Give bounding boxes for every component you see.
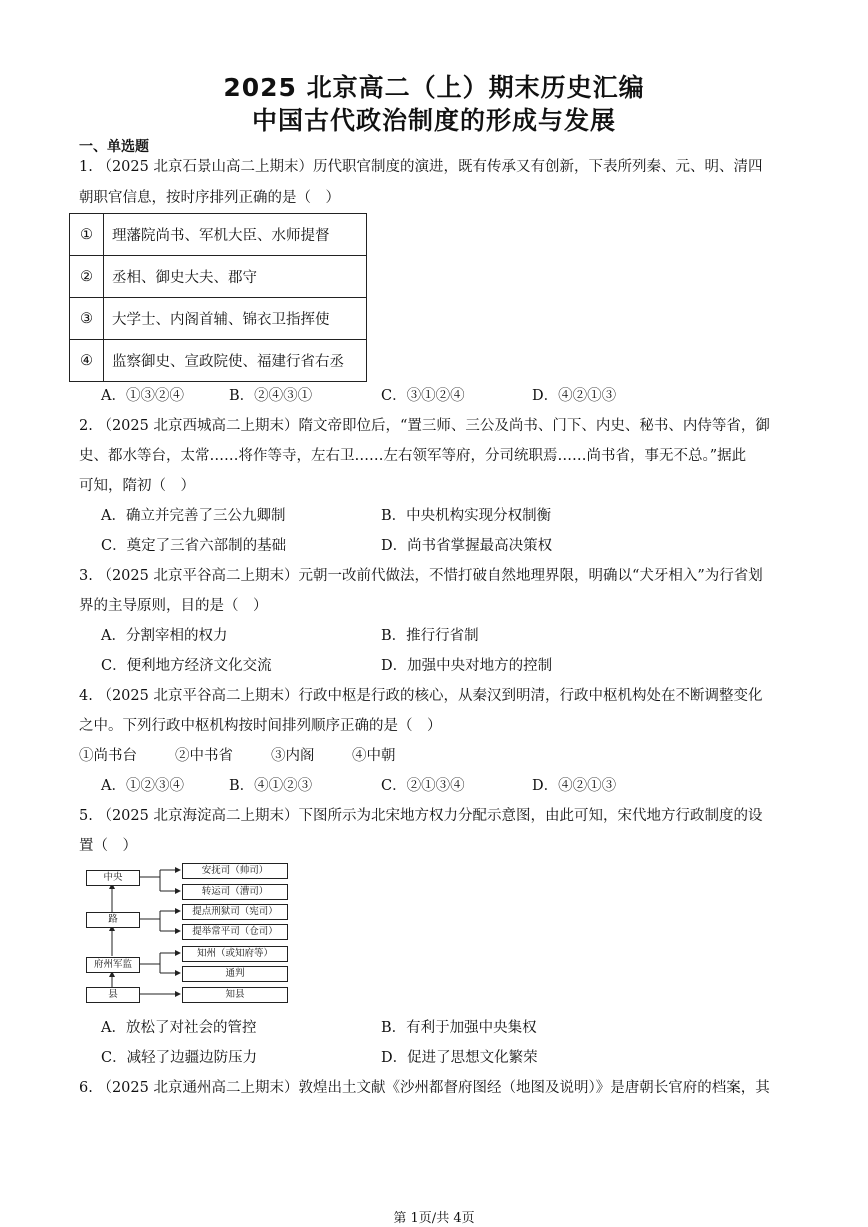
question-1-option-c[interactable]: C．③①②④	[381, 388, 465, 404]
diagram-node-lu: 路	[86, 912, 140, 928]
question-2-option-c[interactable]: C．奠定了三省六部制的基础	[101, 538, 287, 554]
question-3-line-1: 3. （2025 北京平谷高二上期末）元朝一改前代做法，不惜打破自然地理界限，明确以“犬牙相入”为行省划	[79, 568, 763, 584]
table-row	[70, 298, 367, 340]
question-5-option-c[interactable]: C．减轻了边疆边防压力	[101, 1050, 258, 1066]
question-4-option-a[interactable]: A．①②③④	[101, 778, 184, 794]
question-4-item: ②中书省	[175, 748, 233, 764]
question-3-option-b[interactable]: B．推行行省制	[381, 628, 479, 644]
question-4-option-b[interactable]: B．④①②③	[229, 778, 313, 794]
question-1-option-d[interactable]: D．④②①③	[532, 388, 617, 404]
diagram-node-tongpan: 通判	[182, 966, 288, 982]
question-3-line-2: 界的主导原则，目的是（ ）	[79, 598, 268, 614]
diagram-node-tijuchangpingsi: 提举常平司（仓司）	[182, 924, 288, 940]
diagram-node-central: 中央	[86, 870, 140, 886]
question-2-option-a[interactable]: A．确立并完善了三公九卿制	[101, 508, 286, 524]
diagram-node-tidianxingyusi: 提点刑狱司（宪司）	[182, 904, 288, 920]
section-heading: 一、单选题	[79, 139, 149, 155]
page-subtitle: 中国古代政治制度的形成与发展	[251, 106, 616, 135]
question-1-option-b[interactable]: B．②④③①	[229, 388, 313, 404]
page-footer: 第 1页/共 4页	[393, 1211, 475, 1226]
question-1-table	[69, 213, 367, 382]
question-2-option-b[interactable]: B．中央机构实现分权制衡	[381, 508, 552, 524]
question-2-line-3: 可知，隋初（ ）	[79, 478, 195, 494]
question-4-item: ③内阁	[271, 748, 315, 764]
table-cell-text: 理藩院尚书、军机大臣、水师提督	[104, 214, 367, 256]
question-5-line-2: 置（ ）	[79, 838, 137, 854]
question-3-option-d[interactable]: D．加强中央对地方的控制	[381, 658, 553, 674]
question-1-option-a[interactable]: A．①③②④	[101, 388, 184, 404]
question-6-line-1: 6. （2025 北京通州高二上期末）敦煌出土文献《沙州都督府图经（地图及说明）》是唐朝长官府的档案，其	[79, 1080, 770, 1096]
question-4-item: ④中朝	[352, 748, 396, 764]
table-cell-num: ②	[70, 256, 104, 298]
question-5-option-b[interactable]: B．有利于加强中央集权	[381, 1020, 537, 1036]
question-5-option-d[interactable]: D．促进了思想文化繁荣	[381, 1050, 538, 1066]
question-2-line-2: 史、都水等台，太常……将作等寺，左右卫……左右领军等府，分司统职焉……尚书省，事无不总。”据此	[79, 448, 747, 464]
question-1-line-2: 朝职官信息，按时序排列正确的是（ ）	[79, 190, 340, 206]
question-4-line-1: 4. （2025 北京平谷高二上期末）行政中枢是行政的核心，从秦汉到明清，行政中枢机构处在不断调整变化	[79, 688, 763, 704]
diagram-node-anfusi: 安抚司（帅司）	[182, 863, 288, 879]
question-3-option-c[interactable]: C．便利地方经济文化交流	[101, 658, 272, 674]
question-2-option-d[interactable]: D．尚书省掌握最高决策权	[381, 538, 553, 554]
table-cell-num: ①	[70, 214, 104, 256]
question-4-option-c[interactable]: C．②①③④	[381, 778, 465, 794]
question-1-line-1: 1. （2025 北京石景山高二上期末）历代职官制度的演进，既有传承又有创新，下表所列秦、元、明、清四	[79, 159, 763, 175]
question-2-line-1: 2. （2025 北京西城高二上期末）隋文帝即位后，“置三师、三公及尚书、门下、内史、秘书、内侍等省，御	[79, 418, 770, 434]
question-5-option-a[interactable]: A．放松了对社会的管控	[101, 1020, 257, 1036]
table-cell-text: 大学士、内阁首辅、锦衣卫指挥使	[104, 298, 367, 340]
diagram-node-zhixian: 知县	[182, 987, 288, 1003]
diagram-node-zhuanyunsi: 转运司（漕司）	[182, 884, 288, 900]
diagram-node-zhizhou: 知州（或知府等）	[182, 946, 288, 962]
table-cell-num: ③	[70, 298, 104, 340]
question-4-line-2: 之中。下列行政中枢机构按时间排列顺序正确的是（ ）	[79, 718, 442, 734]
question-4-option-d[interactable]: D．④②①③	[532, 778, 617, 794]
power-diagram	[84, 862, 290, 1004]
table-cell-text: 监察御史、宣政院使、福建行省右丞	[104, 340, 367, 382]
question-4-item: ①尚书台	[79, 748, 137, 764]
table-cell-text: 丞相、御史大夫、郡守	[104, 256, 367, 298]
diagram-node-prefecture: 府州军监	[86, 957, 140, 973]
table-row	[70, 214, 367, 256]
question-3-option-a[interactable]: A．分割宰相的权力	[101, 628, 228, 644]
page-title: 2025 北京高二（上）期末历史汇编	[223, 73, 645, 102]
table-row	[70, 256, 367, 298]
table-row	[70, 340, 367, 382]
diagram-node-county: 县	[86, 987, 140, 1003]
question-5-line-1: 5. （2025 北京海淀高二上期末）下图所示为北宋地方权力分配示意图，由此可知，宋代地方行政制度的设	[79, 808, 763, 824]
table-cell-num: ④	[70, 340, 104, 382]
